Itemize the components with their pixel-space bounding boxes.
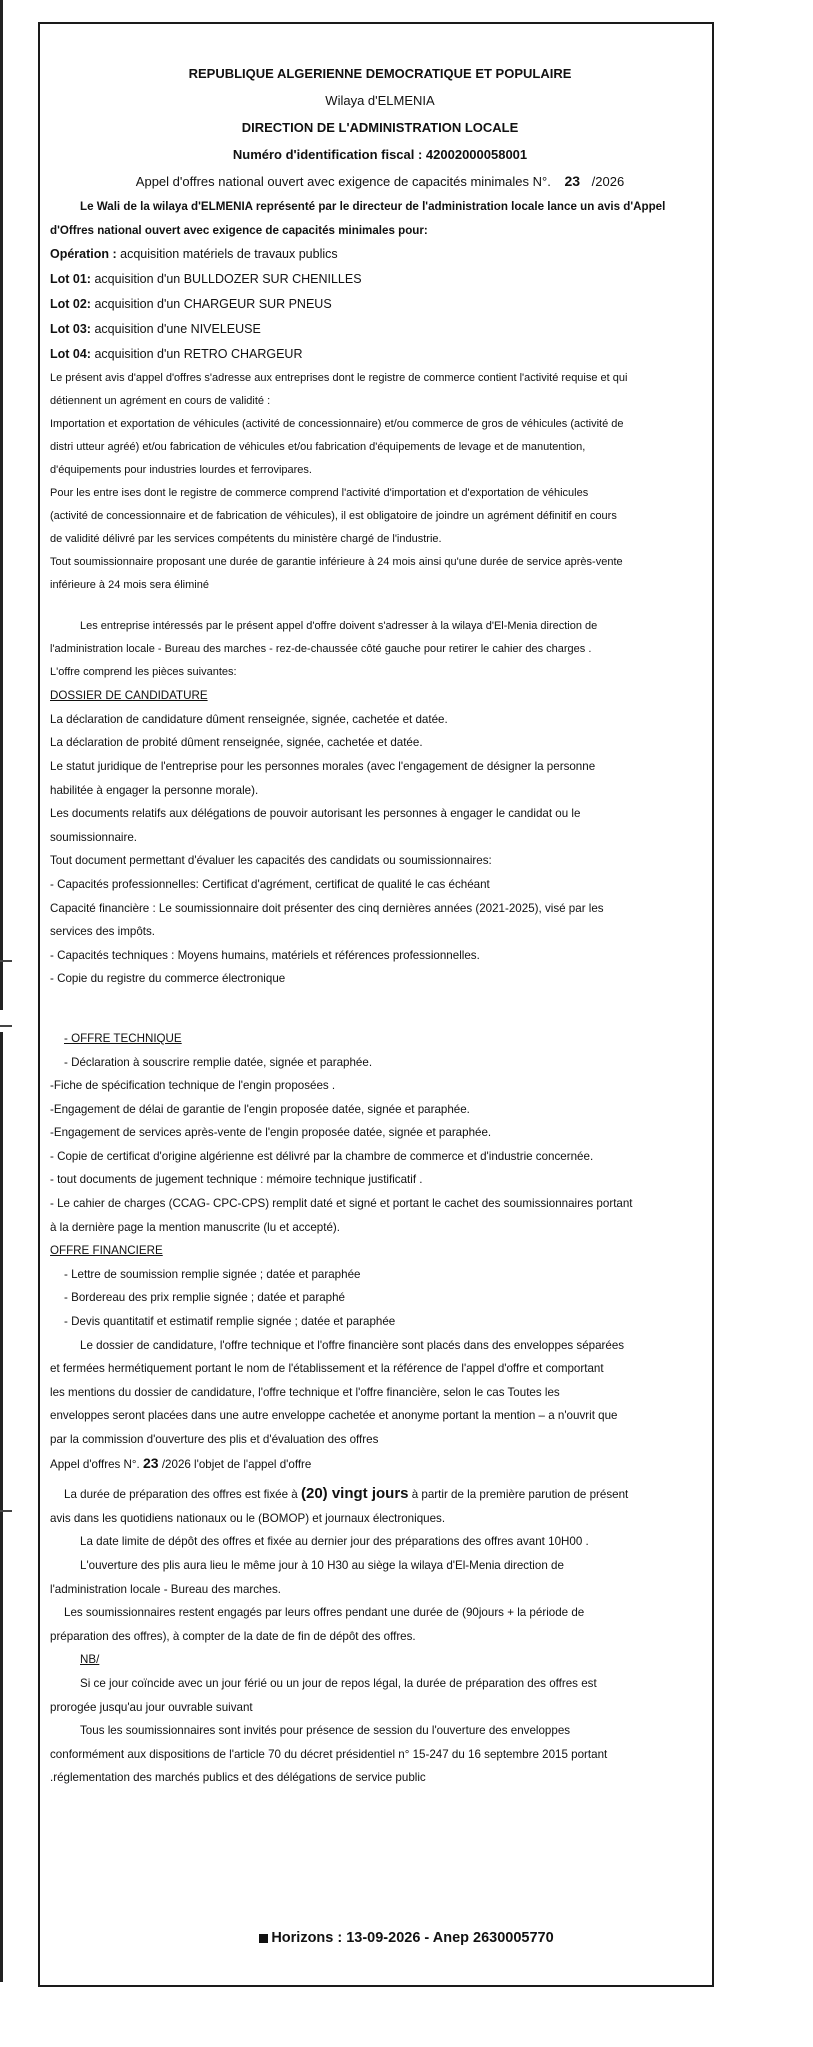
financiere-line: - Devis quantitatif et estimatif remplie signée ; datée et paraphée [64, 1315, 396, 1329]
eligibility-line: d'équipements pour industries lourdes et ferrovipares. [50, 464, 312, 477]
technique-title: - OFFRE TECHNIQUE [64, 1031, 182, 1045]
lot-label: Lot 03: [50, 322, 91, 337]
dossier-line: Les documents relatifs aux délégations de pouvoir autorisant les personnes à engager le candidat ou le [50, 807, 581, 821]
eligibility-line: Importation et exportation de véhicules (activité de concessionnaire) et/ou commerce de gros de véhicules (activité de [50, 418, 624, 431]
dates-line: préparation des offres), à compter de la date de fin de dépôt des offres. [50, 1629, 416, 1643]
nb-title: NB/ [80, 1653, 100, 1667]
lot-item [50, 292, 710, 317]
duree-line: avis dans les quotidiens nationaux ou le (BOMOP) et journaux électroniques. [50, 1511, 446, 1525]
objet-suffix: /2026 l'objet de l'appel d'offre [161, 1457, 312, 1471]
enveloppes-line: enveloppes seront placées dans une autre enveloppe cachetée et anonyme portant la mention – a n'ouvrit que [50, 1409, 618, 1423]
retrait-line: l'administration locale - Bureau des marches - rez-de-chaussée côté gauche pour retirer le cahier des charges . [50, 643, 592, 656]
footer-reference [0, 1930, 813, 1946]
lot-text: acquisition d'un CHARGEUR SUR PNEUS [94, 297, 332, 312]
duree-prefix: La durée de préparation des offres est fixée à [64, 1488, 298, 1502]
lot-item [50, 267, 710, 292]
square-bullet-icon [259, 1934, 268, 1943]
enveloppes-line: les mentions du dossier de candidature, l'offre technique et l'offre financière, selon le cas Toutes les [50, 1385, 560, 1399]
eligibility-line: (activité de concessionnaire et de fabrication de véhicules), il est obligatoire de joindre un agrément définitif en cours [50, 510, 617, 523]
dossier-title: DOSSIER DE CANDIDATURE [50, 689, 208, 703]
dossier-line: - Capacités professionnelles: Certificat d'agrément, certificat de qualité le cas échéant [50, 877, 490, 891]
margin-tick [0, 1025, 12, 1027]
financiere-line: - Bordereau des prix remplie signée ; datée et paraphé [64, 1291, 345, 1305]
lot-label: Lot 04: [50, 347, 91, 362]
enveloppes-line: par la commission d'ouverture des plis et d'évaluation des offres [50, 1433, 379, 1446]
dossier-line: soumissionnaire. [50, 830, 137, 844]
nb-line: prorogée jusqu'au jour ouvrable suivant [50, 1700, 253, 1714]
duree-suffix: à partir de la première parution de présent [411, 1488, 629, 1502]
technique-line: - Copie de certificat d'origine algérienne est délivré par la chambre de commerce et d'industrie concernée. [50, 1149, 594, 1163]
technique-line: -Fiche de spécification technique de l'engin proposées . [50, 1079, 336, 1093]
header-nif: Numéro d'identification fiscal : 42002000058001 [232, 147, 528, 162]
technique-line: à la dernière page la mention manuscrite (lu et accepté). [50, 1220, 341, 1234]
left-margin-rule [0, 1032, 3, 1982]
dates-line: Les soumissionnaires restent engagés par leurs offres pendant une durée de (90jours + la période de [64, 1606, 585, 1620]
header-republique: REPUBLIQUE ALGERIENNE DEMOCRATIQUE ET POPULAIRE [188, 66, 572, 81]
lot-item [50, 342, 710, 367]
footer-text: Horizons : 13-09-2026 - Anep 2630005770 [271, 1930, 554, 1946]
operation [50, 242, 710, 267]
financiere-title: OFFRE FINANCIERE [50, 1244, 163, 1258]
objet-prefix: Appel d'offres N°. [50, 1457, 140, 1471]
retrait-line: Les entreprise intéressés par le présent appel d'offre doivent s'adresser à la wilaya d'El-Menia direction de [80, 620, 598, 633]
eligibility-line: inférieure à 24 mois sera éliminé [50, 579, 209, 592]
nb-line: Si ce jour coïncide avec un jour férié ou un jour de repos légal, la durée de préparation des offres est [80, 1676, 597, 1690]
technique-line: - Le cahier de charges (CCAG- CPC-CPS) remplit daté et signé et portant le cachet des soumissionnaires portant [50, 1197, 633, 1211]
dates-line: La date limite de dépôt des offres et fixée au dernier jour des préparations des offres avant 10H00 . [80, 1535, 589, 1549]
lot-label: Lot 02: [50, 297, 91, 312]
financiere-line: - Lettre de soumission remplie signée ; datée et paraphée [64, 1267, 361, 1281]
operation-label: Opération : [50, 247, 117, 262]
eligibility-line: Tout soumissionnaire proposant une durée de garantie inférieure à 24 mois ainsi qu'une durée de service après-vente [50, 556, 623, 569]
header-wilaya: Wilaya d'ELMENIA [325, 93, 435, 108]
left-margin-rule [0, 0, 3, 1010]
nb-line: Tous les soumissionnaires sont invités pour présence de session du l'ouverture des enveloppes [80, 1724, 571, 1738]
duree-days: (20) vingt jours [300, 1485, 409, 1503]
duree-line [50, 1482, 710, 1507]
lot-text: acquisition d'un RETRO CHARGEUR [94, 347, 303, 362]
eligibility-line: distri utteur agréé) et/ou fabrication de véhicules et/ou fabrication d'équipements de levage et de manutention, [50, 441, 586, 454]
lot-text: acquisition d'une NIVELEUSE [94, 322, 261, 337]
nb-line: conformément aux dispositions de l'article 70 du décret présidentiel n° 15-247 du 16 septembre 2015 portant [50, 1747, 608, 1761]
header-appel [50, 168, 710, 195]
dossier-line: - Copie du registre du commerce électronique [50, 972, 286, 986]
dossier-line: Le statut juridique de l'entreprise pour les personnes morales (avec l'engagement de désigner la personne [50, 759, 596, 773]
eligibility-line: détiennent un agrément en cours de validité : [50, 395, 271, 408]
objet-line [50, 1452, 710, 1477]
dates-line: L'ouverture des plis aura lieu le même jour à 10 H30 au siège la wilaya d'El-Menia direction de [80, 1558, 564, 1572]
dossier-line: services des impôts. [50, 925, 156, 939]
intro-line: d'Offres national ouvert avec exigence de capacités minimales pour: [50, 223, 428, 237]
eligibility-line: de validité délivré par les services compétents du ministère chargé de l'industrie. [50, 533, 442, 546]
eligibility-line: Le présent avis d'appel d'offres s'adresse aux entreprises dont le registre de commerce contient l'activité requise et qui [50, 372, 628, 385]
nb-line: .réglementation des marchés publics et des délégations de service public [50, 1771, 426, 1785]
lot-label: Lot 01: [50, 272, 91, 287]
dossier-line: - Capacités techniques : Moyens humains, matériels et références professionnelles. [50, 948, 480, 962]
lot-item [50, 317, 710, 342]
enveloppes-line: et fermées hermétiquement portant le nom de l'établissement et la référence de l'appel d'offre et comportant [50, 1362, 604, 1376]
objet-number: 23 [143, 1454, 159, 1471]
retrait-line: L'offre comprend les pièces suivantes: [50, 666, 237, 679]
header-direction: DIRECTION DE L'ADMINISTRATION LOCALE [241, 120, 519, 135]
appel-prefix: Appel d'offres national ouvert avec exigence de capacités minimales N°. [135, 174, 551, 189]
technique-line: -Engagement de services après-vente de l'engin proposée datée, signée et paraphée. [50, 1126, 492, 1140]
appel-number: 23 [564, 173, 581, 189]
technique-line: -Engagement de délai de garantie de l'engin proposée datée, signée et paraphée. [50, 1102, 470, 1116]
lot-text: acquisition d'un BULLDOZER SUR CHENILLES [94, 272, 362, 287]
enveloppes-line: Le dossier de candidature, l'offre technique et l'offre financière sont placés dans des enveloppes séparées [80, 1338, 625, 1352]
dossier-line: La déclaration de candidature dûment renseignée, signée, cachetée et datée. [50, 712, 448, 726]
announcement-body [50, 60, 710, 1790]
dossier-line: habilitée à engager la personne morale). [50, 783, 259, 797]
operation-text: acquisition matériels de travaux publics [120, 247, 338, 262]
dates-line: l'administration locale - Bureau des marches. [50, 1582, 281, 1596]
dossier-line: Tout document permettant d'évaluer les capacités des candidats ou soumissionnaires: [50, 854, 492, 868]
dossier-line: La déclaration de probité dûment renseignée, signée, cachetée et datée. [50, 736, 423, 750]
technique-line: - tout documents de jugement technique : mémoire technique justificatif . [50, 1173, 423, 1187]
margin-tick [0, 1510, 12, 1512]
technique-line: - Déclaration à souscrire remplie datée, signée et paraphée. [64, 1055, 373, 1069]
intro-line: Le Wali de la wilaya d'ELMENIA représenté par le directeur de l'administration locale lance un avis d'Appel [80, 200, 666, 213]
eligibility-line: Pour les entre ises dont le registre de commerce comprend l'activité d'importation et d'exportation de véhicules [50, 487, 589, 500]
dossier-line: Capacité financière : Le soumissionnaire doit présenter des cinq dernières années (2021-2025), visé par les [50, 901, 604, 915]
appel-year: /2026 [591, 174, 625, 189]
margin-tick [0, 960, 12, 962]
